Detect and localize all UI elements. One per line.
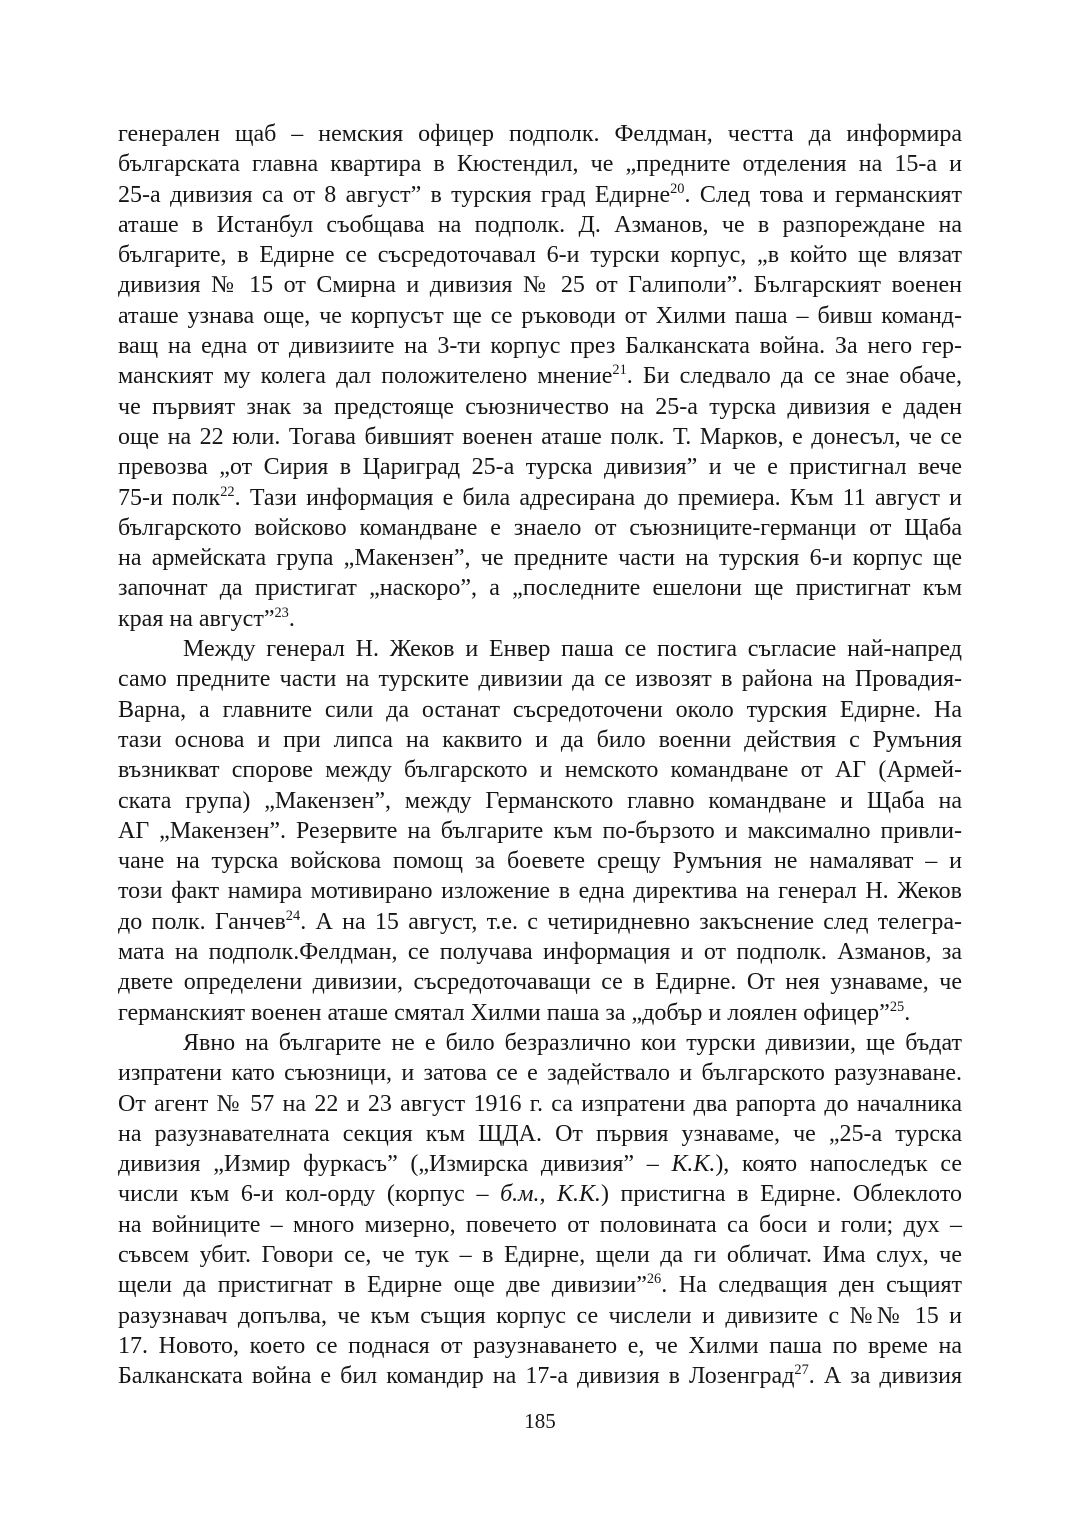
text-line (118, 361, 962, 391)
text-run: АГ „Макензен”. Резервите на българите към по-бързото и максимално привли- (118, 817, 962, 844)
text-run: края на август” (118, 605, 275, 632)
text-line (118, 573, 962, 603)
text-line (118, 240, 962, 270)
text-line (118, 210, 962, 240)
text-run: чане на турска войскова помощ за боевете срещу Румъния не намаляват – и (118, 848, 962, 875)
text-run: възникват спорове между българското и немското командване от АГ (Армей- (118, 757, 962, 784)
text-run: българите, в Едирне се съсредоточавал 6-и турски корпус, „в който ще влязат (118, 242, 962, 269)
text-run: Варна, а главните сили да останат съсредоточени около турския Едирне. На (118, 696, 962, 723)
text-line (118, 937, 962, 967)
text-line (118, 786, 962, 816)
paragraph (118, 1028, 962, 1392)
text-line (118, 1028, 962, 1058)
text-line (118, 543, 962, 573)
text-line (118, 755, 962, 785)
text-line (118, 725, 962, 755)
text-line (118, 422, 962, 452)
text-line (118, 1179, 962, 1209)
text-run: 75-и полк (118, 484, 221, 511)
text-run: Между генерал Н. Жеков и Енвер паша се постига съгласие най-напред (183, 636, 962, 663)
text-run: Балканската война е бил командир на 17-а дивизия в Лозенград (118, 1363, 795, 1390)
text-run: само предните части на турските дивизии да се извозят в района на Провадия- (118, 666, 962, 693)
footnote-ref: 27 (794, 1362, 809, 1379)
text-line (118, 634, 962, 664)
text-line (118, 846, 962, 876)
text-run: двете определени дивизии, съсредоточаващи се в Едирне. От нея узнаваме, че (118, 969, 962, 996)
text-run: дивизия № 15 от Смирна и дивизия № 25 от Галиполи”. Българският военен (118, 272, 962, 299)
text-run: тази основа и при липса на каквито и да било военни действия с Румъния (118, 726, 962, 753)
text-line (118, 967, 962, 997)
text-line (118, 1089, 962, 1119)
text-run: превозва „от Сирия в Цариград 25-а турска дивизия” и че е пристигнал вече (118, 454, 962, 481)
text-line (118, 1270, 962, 1300)
italic-text: К.К. (671, 1151, 716, 1178)
italic-text: б.м., К.К. (500, 1181, 601, 1208)
text-run: 25-а дивизия са от 8 август” в турския град Едирне (118, 181, 671, 208)
body-text (118, 119, 962, 1391)
text-run: започнат да пристигат „наскоро”, а „последните ешелони ще пристигнат към (118, 575, 962, 602)
text-run: Явно на българите не е било безразлично кои турски дивизии, ще бъдат (183, 1029, 962, 1056)
page-number: 185 (524, 1409, 556, 1433)
text-line (118, 331, 962, 361)
text-run: германският военен аташе смятал Хилми паша за „добър и лоялен офицер” (118, 999, 890, 1026)
text-run: числи към 6-и кол-орду (корпус – (118, 1181, 501, 1208)
text-line (118, 907, 962, 937)
text-line (118, 452, 962, 482)
footnote-ref: 22 (220, 483, 235, 500)
footnote-ref: 24 (285, 907, 301, 924)
text-run: аташе в Истанбул съобщава на подполк. Д. Азманов, че в разпореждане на (118, 211, 962, 238)
text-run: българската главна квартира в Кюстендил, че „предните отделения на 15-а и (118, 151, 962, 178)
text-run: на войниците – много мизерно, повечето от половината са боси и голи; дух – (118, 1211, 962, 1238)
text-run: щели да пристигнат в Едирне още две дивизии” (118, 1272, 647, 1299)
text-line (118, 270, 962, 300)
text-run: . На следващия ден същият (661, 1272, 962, 1299)
footnote-ref: 25 (889, 998, 905, 1015)
footnote-ref: 20 (670, 180, 685, 197)
text-line (118, 513, 962, 543)
text-line (118, 1058, 962, 1088)
paragraph (118, 634, 962, 1028)
text-run: . Тази информация е била адресирана до премиера. Към 11 август и (234, 484, 962, 511)
text-line (118, 1240, 962, 1270)
text-run: че първият знак за предстояще съюзничество на 25-а турска дивизия е даден (118, 393, 962, 420)
text-line (118, 1331, 962, 1361)
text-run: аташе узнава още, че корпусът ще се ръководи от Хилми паша – бивш команд- (118, 302, 962, 329)
text-line (118, 1210, 962, 1240)
footnote-ref: 21 (612, 362, 627, 379)
text-line (118, 392, 962, 422)
text-line (118, 1149, 962, 1179)
text-run: на армейската група „Макензен”, че предните части на турския 6-и корпус ще (118, 545, 962, 572)
text-run: . Би следвало да се знае обаче, (626, 363, 962, 390)
text-run: на разузнавателната секция към ЩДА. От първия узнаваме, че „25-а турска (118, 1120, 962, 1147)
text-line (118, 1361, 962, 1391)
text-line (118, 483, 962, 513)
text-run: съвсем убит. Говори се, че тук – в Едирне, щели да ги обличат. Има слух, че (118, 1241, 962, 1268)
text-run: . (288, 605, 295, 632)
text-line (118, 180, 962, 210)
text-run: българското войсково командване е знаело от съюзниците-германци от Щаба (118, 514, 962, 541)
paragraph (118, 119, 962, 634)
text-run: мата на подполк.Фелдман, се получава информация и от подполк. Азманов, за (118, 939, 962, 966)
text-run: 17. Новото, което се поднася от разузнаването е, че Хилми паша по време на (118, 1332, 962, 1359)
text-line (118, 119, 962, 149)
text-run: манският му колега дал положителено мнение (118, 363, 613, 390)
text-run: този факт намира мотивирано изложение в една директива на генерал Н. Жеков (118, 878, 962, 905)
text-run: ), която напоследък се (715, 1151, 962, 1178)
text-run: разузнавач допълва, че към същия корпус се числели и дивизите с №№ 15 и (118, 1302, 962, 1329)
text-run: . След това и германският (684, 181, 963, 208)
text-line (118, 149, 962, 179)
text-run: От агент № 57 на 22 и 23 август 1916 г. са изпратени два рапорта до началника (118, 1090, 962, 1117)
text-line (118, 876, 962, 906)
text-line (118, 816, 962, 846)
footnote-ref: 26 (646, 1271, 662, 1288)
text-run: ската група) „Макензен”, между Германското главно командване и Щаба на (118, 787, 962, 814)
text-line (118, 604, 962, 634)
text-line (118, 664, 962, 694)
text-line (118, 1119, 962, 1149)
text-line (118, 695, 962, 725)
text-line (118, 301, 962, 331)
text-run: ) пристигна в Едирне. Облеклото (600, 1181, 962, 1208)
text-run: изпратени като съюзници, и затова се е задействало и българското разузнаване. (118, 1060, 962, 1087)
text-run: дивизия „Измир фуркасъ” („Измирска дивизия” – (118, 1151, 672, 1178)
text-run: още на 22 юли. Тогава бившият военен аташе полк. Т. Марков, е донесъл, че се (118, 423, 962, 450)
text-run: . (904, 999, 911, 1026)
text-run: ващ на една от дивизиите на 3-ти корпус през Балканската война. За него гер- (118, 333, 962, 360)
text-run: до полк. Ганчев (118, 908, 286, 935)
footnote-ref: 23 (274, 604, 289, 621)
text-run: . А на 15 август, т.е. с четиридневно закъснение след телегра- (300, 908, 963, 935)
text-line (118, 998, 962, 1028)
text-run: генерален щаб – немския офицер подполк. Фелдман, честта да информира (118, 121, 962, 147)
text-line (118, 1301, 962, 1331)
text-run: . А за дивизия (808, 1363, 962, 1390)
